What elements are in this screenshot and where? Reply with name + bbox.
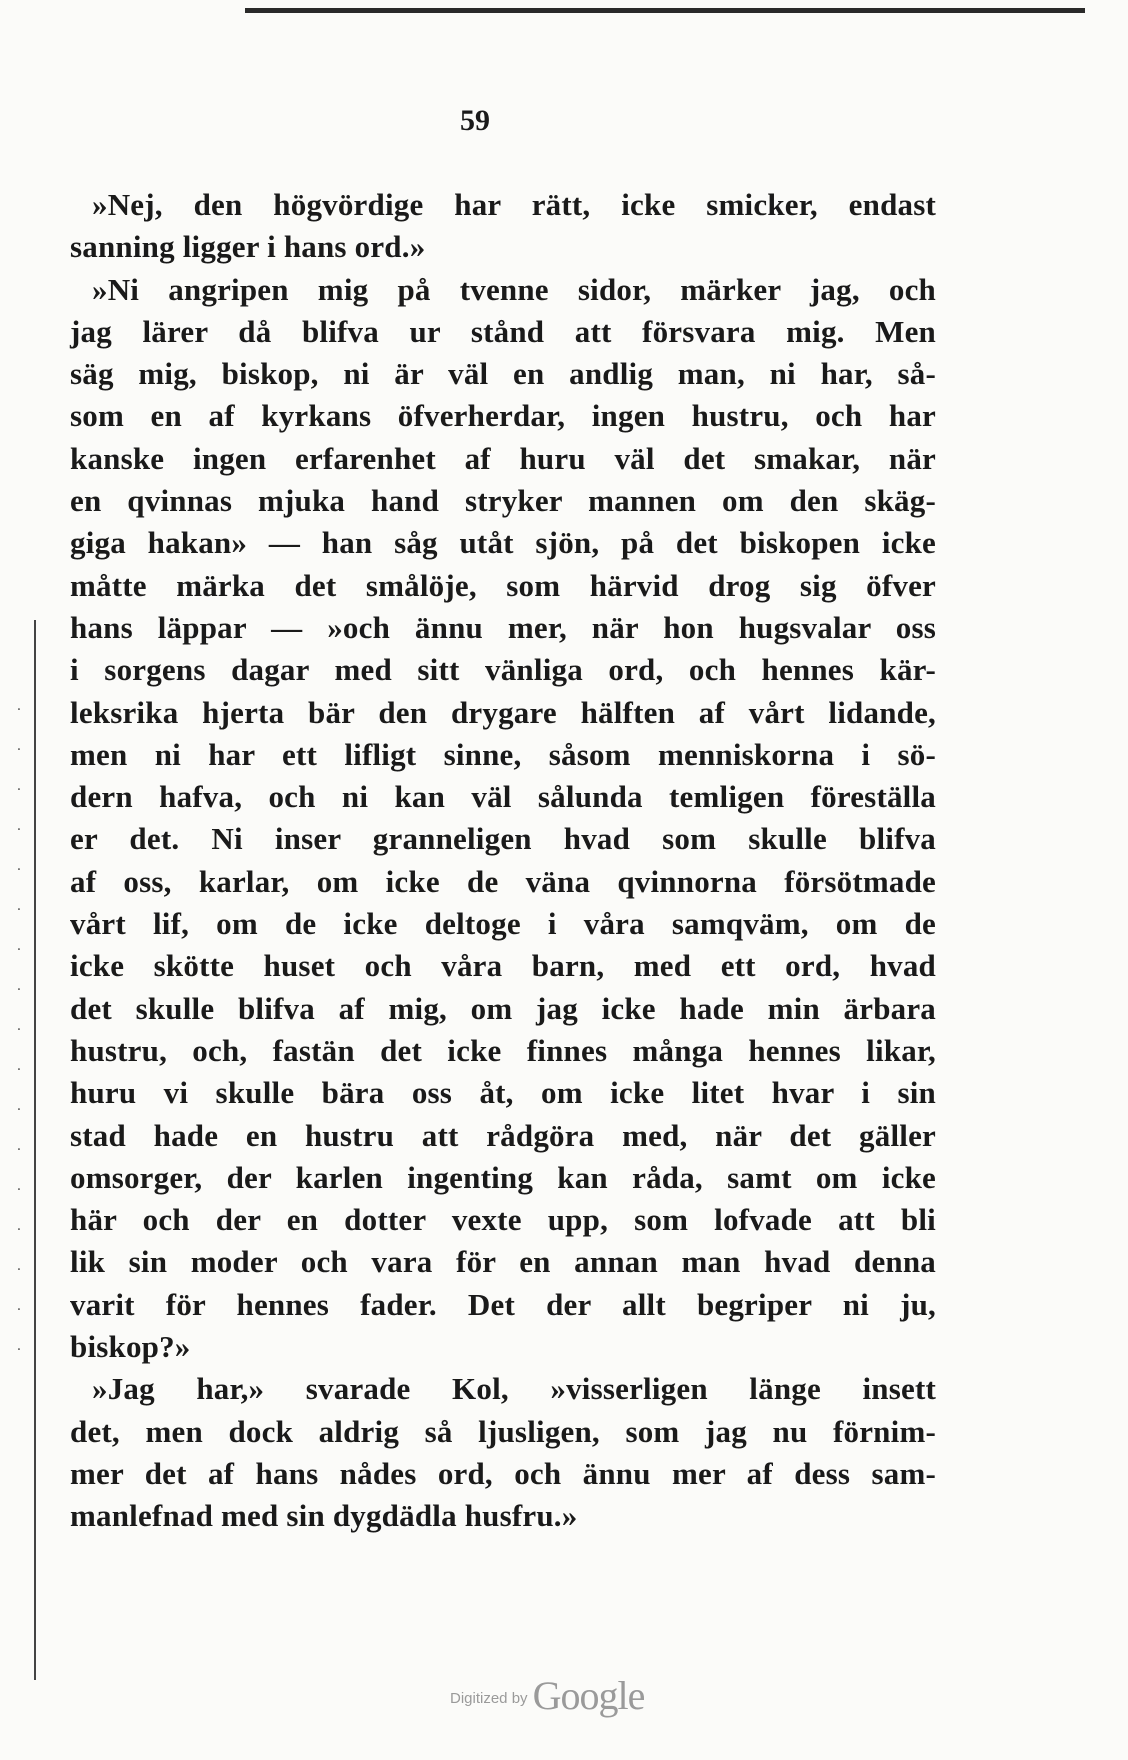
text-line: men ni har ett lifligt sinne, såsom menniskorna i sö- (70, 736, 936, 772)
text-line: vårt lif, om de icke deltoge i våra samqväm, om de (70, 906, 936, 942)
text-line: det skulle blifva af mig, om jag icke hade min ärbara (70, 990, 936, 1026)
text-line: kanske ingen erfarenhet af huru väl det smakar, när (70, 440, 936, 476)
text-line: er det. Ni inser granneligen hvad som skulle blifva (70, 821, 936, 857)
text-line: det, men dock aldrig så ljusligen, som jag nu förnim- (70, 1413, 936, 1449)
text-line: giga hakan» — han såg utåt sjön, på det biskopen icke (70, 525, 936, 561)
page-number: 59 (460, 104, 490, 137)
text-line: mer det af hans nådes ord, och ännu mer af dess sam- (70, 1455, 936, 1491)
text-line: en qvinnas mjuka hand stryker mannen om den skäg- (70, 483, 936, 519)
text-line: »Ni angripen mig på tvenne sidor, märker jag, och (92, 271, 936, 307)
top-border-rule (245, 8, 1085, 13)
text-line: i sorgens dagar med sitt vänliga ord, och hennes kär- (70, 652, 936, 688)
text-line: måtte märka det smålöje, som härvid drog sig öfver (70, 567, 936, 603)
text-line: »Nej, den högvördige har rätt, icke smicker, endast (92, 187, 936, 222)
text-line: här och der en dotter vexte upp, som lofvade att bli (70, 1202, 936, 1238)
body-text (70, 184, 936, 1538)
text-line: huru vi skulle bära oss åt, om icke litet hvar i sin (70, 1075, 936, 1111)
text-line: omsorger, der karlen ingenting kan råda, samt om icke (70, 1159, 936, 1195)
text-line: som en af kyrkans öfverherdar, ingen hustru, och har (70, 398, 936, 434)
text-line: lik sin moder och vara för en annan man hvad denna (70, 1244, 936, 1280)
text-line: varit för hennes fader. Det der allt begriper ni ju, (70, 1286, 936, 1322)
text-line: »Jag har,» svarade Kol, »visserligen länge insett (92, 1371, 936, 1407)
text-line: biskop?» (70, 1329, 191, 1365)
text-line: leksrika hjerta bär den drygare hälften af vårt lidande, (70, 694, 936, 730)
text-line: icke skötte huset och våra barn, med ett ord, hvad (70, 948, 936, 984)
binding-gutter-line (34, 620, 36, 1680)
text-line: stad hade en hustru att rådgöra med, när det gäller (70, 1117, 936, 1153)
bleed-through-marks: · · · · · · · · · · · · · · · · · (16, 702, 22, 1358)
text-line: manlefnad med sin dygdädla husfru.» (70, 1498, 578, 1534)
text-line: jag lärer då blifva ur stånd att försvara mig. Men (70, 313, 936, 349)
text-line: säg mig, biskop, ni är väl en andlig man, ni har, så- (70, 356, 936, 392)
text-line: af oss, karlar, om icke de väna qvinnorna försötmade (70, 863, 936, 899)
text-line: hustru, och, fastän det icke finnes många hennes likar, (70, 1032, 936, 1068)
text-line: sanning ligger i hans ord.» (70, 229, 426, 265)
digitized-by-google-watermark (450, 1672, 710, 1722)
text-line: dern hafva, och ni kan väl sålunda temligen föreställa (70, 779, 936, 815)
google-logo: Google (532, 1673, 645, 1718)
text-line: hans läppar — »och ännu mer, när hon hugsvalar oss (70, 609, 936, 645)
watermark-prefix: Digitized by (450, 1690, 528, 1707)
